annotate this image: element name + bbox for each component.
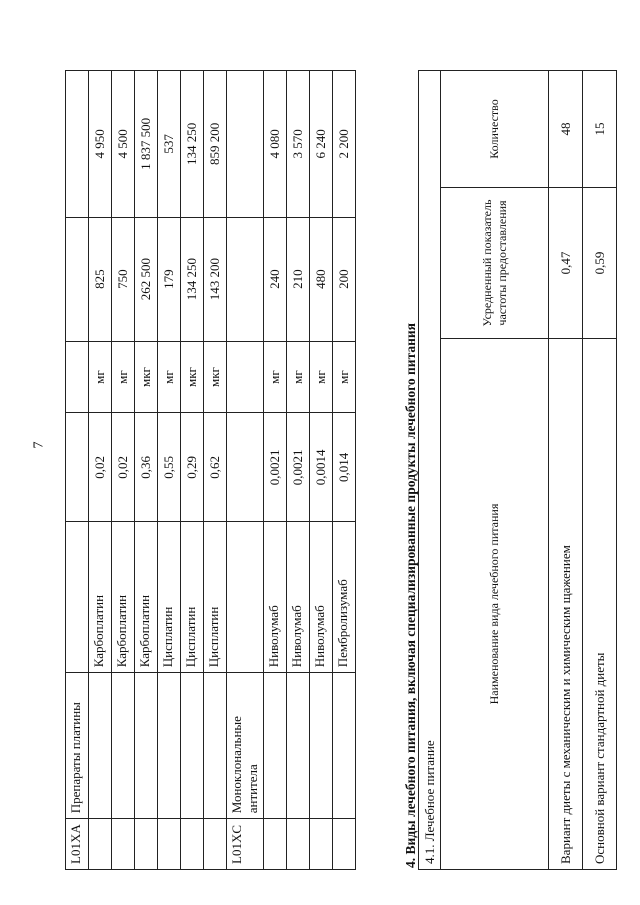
code-cell	[287, 819, 310, 870]
ved-cell: 0,55	[158, 413, 181, 522]
ddd-cell: 240	[264, 217, 287, 341]
header-frequency: Усредненный показатель частоты предоставления	[441, 188, 549, 339]
group-cell	[287, 673, 310, 819]
table-row	[333, 71, 356, 870]
unit-cell: мкг	[181, 341, 204, 413]
ekd-cell: 1 837 500	[135, 71, 158, 218]
ekd-cell: 134 250	[181, 71, 204, 218]
diet-name-cell: Вариант диеты с механическим и химическим щажением	[549, 339, 583, 870]
code-cell	[204, 819, 227, 870]
diet-table-caption: 4.1. Лечебное питание	[419, 71, 441, 870]
unit-cell: мг	[287, 341, 310, 413]
group-cell	[89, 673, 112, 819]
code-cell: L01XC	[227, 819, 264, 870]
ekd-cell: 2 200	[333, 71, 356, 218]
diet-quantity-cell: 15	[583, 71, 617, 188]
unit-cell: мкг	[135, 341, 158, 413]
unit-cell: мкг	[204, 341, 227, 413]
header-quantity: Количество	[441, 71, 549, 188]
ekd-cell: 6 240	[310, 71, 333, 218]
section-title: 4. Виды лечебного питания, включая специализированные продукты лечебного питания	[403, 323, 418, 868]
drug-name-cell: Ниволумаб	[264, 522, 287, 673]
ved-cell	[227, 413, 264, 522]
drug-table-body	[66, 71, 356, 870]
code-cell: L01XA	[66, 819, 89, 870]
code-cell	[135, 819, 158, 870]
ekd-cell: 4 500	[112, 71, 135, 218]
ekd-cell: 859 200	[204, 71, 227, 218]
ddd-cell	[227, 217, 264, 341]
unit-cell	[66, 341, 89, 413]
group-cell	[158, 673, 181, 819]
table-row	[158, 71, 181, 870]
group-cell	[264, 673, 287, 819]
table-row	[112, 71, 135, 870]
drug-name-cell: Цисплатин	[158, 522, 181, 673]
ved-cell: 0,62	[204, 413, 227, 522]
ekd-cell	[66, 71, 89, 218]
drug-name-cell: Цисплатин	[181, 522, 204, 673]
code-cell	[264, 819, 287, 870]
ved-cell: 0,02	[89, 413, 112, 522]
ddd-cell: 825	[89, 217, 112, 341]
group-cell	[181, 673, 204, 819]
unit-cell: мг	[333, 341, 356, 413]
table-row	[227, 71, 264, 870]
drug-name-cell: Ниволумаб	[287, 522, 310, 673]
table-row	[287, 71, 310, 870]
group-cell	[204, 673, 227, 819]
table-row	[135, 71, 158, 870]
code-cell	[158, 819, 181, 870]
rotated-sheet	[20, 30, 620, 870]
table-row	[264, 71, 287, 870]
ved-cell: 0,0021	[287, 413, 310, 522]
drug-name-cell: Карбоплатин	[135, 522, 158, 673]
ddd-cell: 134 250	[181, 217, 204, 341]
drug-name-cell: Ниволумаб	[310, 522, 333, 673]
code-cell	[333, 819, 356, 870]
code-cell	[181, 819, 204, 870]
unit-cell: мг	[310, 341, 333, 413]
ddd-cell: 480	[310, 217, 333, 341]
ved-cell: 0,02	[112, 413, 135, 522]
diet-table	[418, 70, 617, 870]
code-cell	[310, 819, 333, 870]
unit-cell: мг	[89, 341, 112, 413]
ddd-cell: 200	[333, 217, 356, 341]
drug-name-cell: Пембролизумаб	[333, 522, 356, 673]
table-row	[310, 71, 333, 870]
drug-table	[65, 70, 356, 870]
group-cell	[333, 673, 356, 819]
unit-cell: мг	[112, 341, 135, 413]
ddd-cell: 210	[287, 217, 310, 341]
diet-name-cell: Основной вариант стандартной диеты	[583, 339, 617, 870]
group-cell	[112, 673, 135, 819]
group-cell	[310, 673, 333, 819]
diet-row	[549, 71, 583, 870]
diet-frequency-cell: 0,59	[583, 188, 617, 339]
ddd-cell: 262 500	[135, 217, 158, 341]
code-cell	[89, 819, 112, 870]
drug-name-cell: Карбоплатин	[112, 522, 135, 673]
unit-cell	[227, 341, 264, 413]
page-number: 7	[31, 441, 47, 449]
ved-cell: 0,0014	[310, 413, 333, 522]
ved-cell: 0,0021	[264, 413, 287, 522]
drug-name-cell: Карбоплатин	[89, 522, 112, 673]
table-row	[89, 71, 112, 870]
group-cell: Препараты платины	[66, 673, 89, 819]
ekd-cell: 537	[158, 71, 181, 218]
ekd-cell: 4 950	[89, 71, 112, 218]
diet-frequency-cell: 0,47	[549, 188, 583, 339]
ekd-cell: 3 570	[287, 71, 310, 218]
table-row	[181, 71, 204, 870]
ddd-cell: 143 200	[204, 217, 227, 341]
table-row	[204, 71, 227, 870]
ddd-cell	[66, 217, 89, 341]
table-row	[66, 71, 89, 870]
ddd-cell: 750	[112, 217, 135, 341]
group-cell: Моноклональные антитела	[227, 673, 264, 819]
unit-cell: мг	[158, 341, 181, 413]
code-cell	[112, 819, 135, 870]
ved-cell	[66, 413, 89, 522]
drug-name-cell	[66, 522, 89, 673]
drug-name-cell: Цисплатин	[204, 522, 227, 673]
ved-cell: 0,36	[135, 413, 158, 522]
drug-name-cell	[227, 522, 264, 673]
unit-cell: мг	[264, 341, 287, 413]
ved-cell: 0,29	[181, 413, 204, 522]
diet-row	[583, 71, 617, 870]
header-diet-name: Наименование вида лечебного питания	[441, 339, 549, 870]
ekd-cell	[227, 71, 264, 218]
ddd-cell: 179	[158, 217, 181, 341]
group-cell	[135, 673, 158, 819]
ekd-cell: 4 080	[264, 71, 287, 218]
ved-cell: 0,014	[333, 413, 356, 522]
diet-quantity-cell: 48	[549, 71, 583, 188]
